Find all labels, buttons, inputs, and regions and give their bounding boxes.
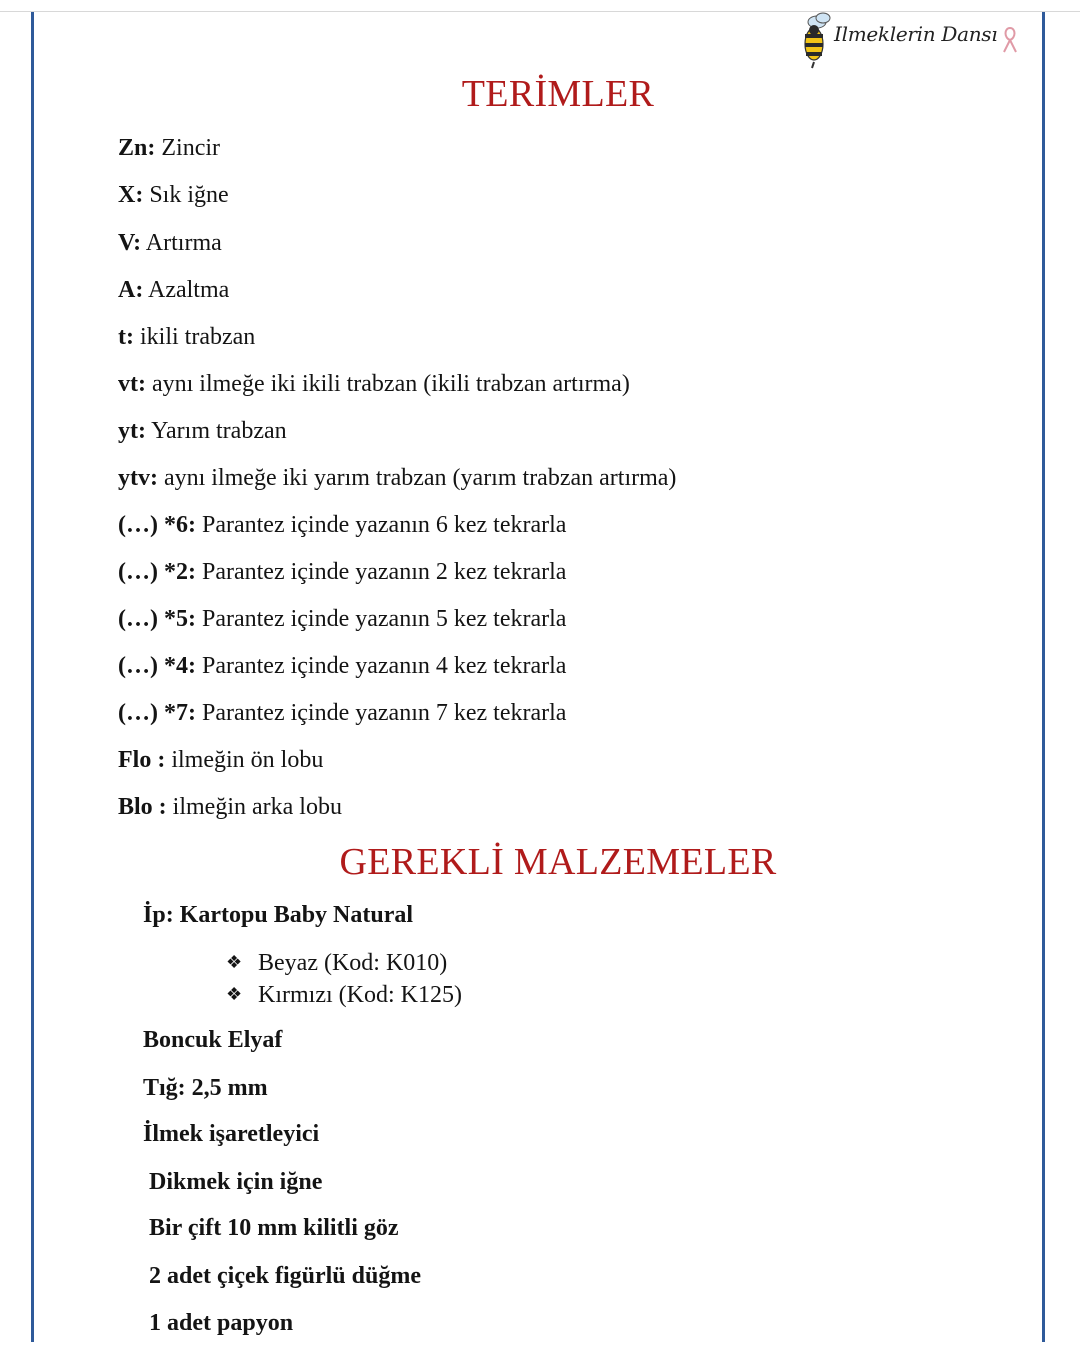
material-item: İlmek işaretleyici bbox=[143, 1121, 320, 1147]
term-desc: aynı ilmeğe iki ikili trabzan (ikili trabzan artırma) bbox=[145, 371, 630, 397]
yarn-color-text: Kırmızı (Kod: K125) bbox=[258, 982, 462, 1008]
term-desc: Parantez içinde yazanın 2 kez tekrarla bbox=[195, 559, 567, 585]
diamond-bullet-icon: ❖ bbox=[226, 952, 243, 972]
diamond-bullet-icon: ❖ bbox=[226, 984, 243, 1004]
material-item: Tığ: 2,5 mm bbox=[143, 1075, 268, 1101]
yarn-color-text: Beyaz (Kod: K010) bbox=[258, 950, 448, 976]
materials-title: GEREKLİ MALZEMELER bbox=[339, 841, 777, 883]
term-desc: ikili trabzan bbox=[133, 324, 256, 350]
term-desc: aynı ilmeğe iki yarım trabzan (yarım trabzan artırma) bbox=[157, 465, 677, 491]
term-row bbox=[118, 228, 222, 258]
term-row bbox=[118, 792, 342, 822]
logo-text: Ilmeklerin Dansı bbox=[834, 22, 998, 46]
logo bbox=[796, 10, 1026, 70]
term-key: ytv: bbox=[118, 465, 158, 491]
material-item: 1 adet papyon bbox=[149, 1310, 294, 1336]
term-row bbox=[118, 651, 566, 681]
term-key: X: bbox=[118, 182, 144, 208]
term-row bbox=[118, 180, 229, 210]
term-row bbox=[118, 510, 566, 540]
material-item: Boncuk Elyaf bbox=[143, 1027, 283, 1053]
page-border-left bbox=[31, 12, 34, 1342]
material-item: 2 adet çiçek figürlü düğme bbox=[149, 1263, 421, 1289]
ribbon-icon bbox=[1000, 24, 1020, 54]
term-row bbox=[118, 604, 566, 634]
term-key: (…) *6: bbox=[118, 512, 196, 538]
term-desc: Artırma bbox=[141, 230, 222, 256]
yarn-color-item bbox=[226, 947, 447, 978]
term-desc: Parantez içinde yazanın 5 kez tekrarla bbox=[195, 606, 567, 632]
term-key: vt: bbox=[118, 371, 146, 397]
term-row bbox=[118, 463, 676, 493]
term-key: (…) *7: bbox=[118, 700, 196, 726]
term-row bbox=[118, 745, 323, 775]
term-row bbox=[118, 275, 229, 305]
term-key: (…) *4: bbox=[118, 653, 196, 679]
term-desc: Zincir bbox=[155, 135, 220, 161]
term-key: t: bbox=[118, 324, 134, 350]
term-key: yt: bbox=[118, 418, 146, 444]
term-desc: Parantez içinde yazanın 6 kez tekrarla bbox=[195, 512, 567, 538]
term-desc: Parantez içinde yazanın 7 kez tekrarla bbox=[195, 700, 567, 726]
yarn-color-item bbox=[226, 979, 462, 1010]
term-key: Blo : bbox=[118, 794, 167, 820]
term-row bbox=[118, 698, 566, 728]
material-item: Bir çift 10 mm kilitli göz bbox=[149, 1215, 399, 1241]
term-row bbox=[118, 557, 566, 587]
term-desc: Sık iğne bbox=[143, 182, 229, 208]
term-row bbox=[118, 369, 630, 399]
term-key: V: bbox=[118, 230, 142, 256]
term-key: (…) *5: bbox=[118, 606, 196, 632]
terms-title: TERİMLER bbox=[461, 73, 655, 115]
term-row bbox=[118, 322, 255, 352]
yarn-label: İp: Kartopu Baby Natural bbox=[143, 902, 414, 928]
term-key: (…) *2: bbox=[118, 559, 196, 585]
term-key: A: bbox=[118, 277, 144, 303]
material-item: Dikmek için iğne bbox=[149, 1169, 323, 1195]
term-desc: Yarım trabzan bbox=[145, 418, 287, 444]
term-desc: Azaltma bbox=[143, 277, 230, 303]
term-desc: Parantez içinde yazanın 4 kez tekrarla bbox=[195, 653, 567, 679]
bee-icon bbox=[796, 10, 836, 70]
page-border-right bbox=[1042, 12, 1045, 1342]
term-row bbox=[118, 133, 220, 163]
term-key: Flo : bbox=[118, 747, 166, 773]
term-row bbox=[118, 416, 287, 446]
term-key: Zn: bbox=[118, 135, 156, 161]
term-desc: ilmeğin arka lobu bbox=[166, 794, 342, 820]
term-desc: ilmeğin ön lobu bbox=[165, 747, 324, 773]
